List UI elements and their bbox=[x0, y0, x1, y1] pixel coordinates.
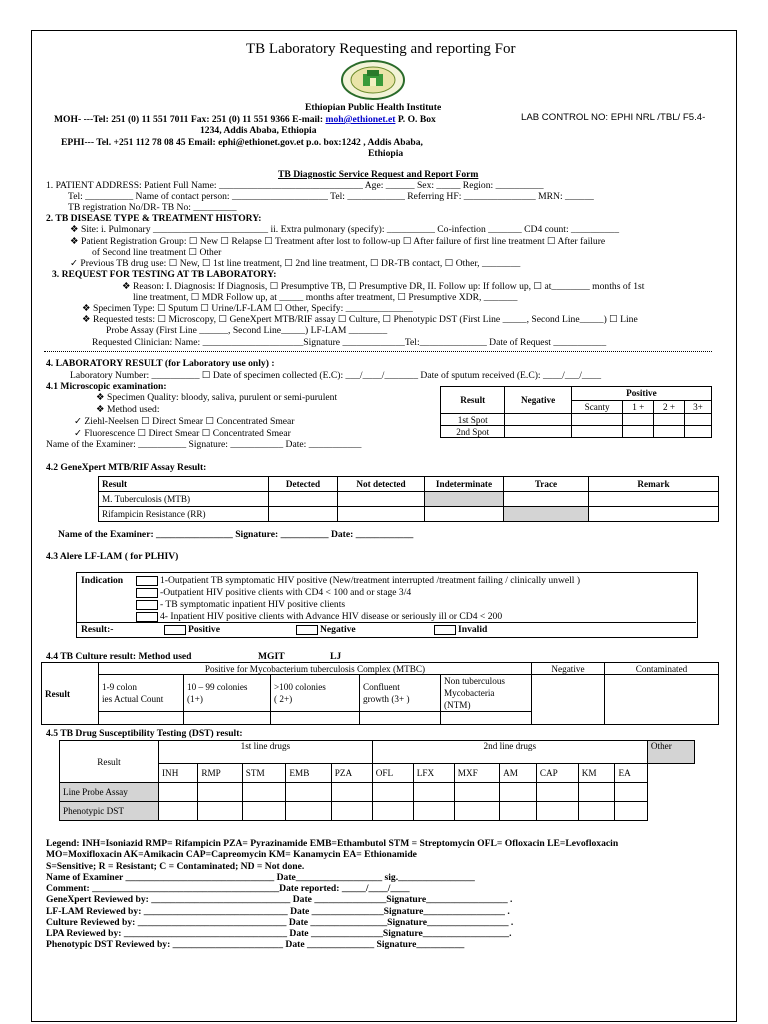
table-cell[interactable] bbox=[159, 783, 198, 802]
gx-header-trace: Trace bbox=[504, 477, 589, 492]
reason-line-cont: line treatment, ☐ MDR Follow up, at _____ months after treatment, ☐ Presumptive XDR, _______ bbox=[133, 292, 518, 303]
genexpert-heading: 4.2 GeneXpert MTB/RIF Assay Result: bbox=[46, 462, 207, 473]
table-cell[interactable] bbox=[413, 802, 454, 821]
table-cell[interactable] bbox=[654, 426, 685, 438]
gx-row-rr: Rifampicin Resistance (RR) bbox=[99, 507, 269, 522]
table-row bbox=[60, 802, 695, 821]
legend-line-3: S=Sensitive; R = Resistant; C = Contaminated; ND = Not done. bbox=[46, 861, 305, 872]
table-cell[interactable] bbox=[589, 492, 719, 507]
micro-2plus-header: 2 + bbox=[654, 400, 685, 414]
lflam-result-label: Result:- bbox=[81, 624, 114, 635]
micro-positive-header: Positive bbox=[571, 387, 711, 401]
indication-3-checkbox[interactable] bbox=[136, 600, 158, 610]
specimen-quality-line: ❖ Specimen Quality: bloody, saliva, purulent or semi-purulent bbox=[96, 392, 338, 403]
dst-row-lpa: Line Probe Assay bbox=[60, 783, 159, 802]
table-cell[interactable] bbox=[441, 712, 532, 725]
colony-count-1: 1-9 colon ies Actual Count bbox=[99, 675, 184, 712]
drug-mxf: MXF bbox=[454, 764, 499, 783]
dst-table bbox=[59, 740, 695, 821]
request-testing-heading: 3. REQUEST FOR TESTING AT TB LABORATORY: bbox=[52, 269, 277, 280]
table-cell[interactable] bbox=[159, 802, 198, 821]
table-cell[interactable] bbox=[615, 783, 647, 802]
table-row bbox=[99, 492, 719, 507]
table-cell bbox=[504, 507, 589, 522]
table-cell[interactable] bbox=[578, 783, 615, 802]
section-divider bbox=[44, 351, 712, 352]
table-cell[interactable] bbox=[536, 783, 578, 802]
disease-history-heading: 2. TB DISEASE TYPE & TREATMENT HISTORY: bbox=[46, 213, 262, 224]
indication-4: 4- Inpatient HIV positive clients with Advance HIV disease or seriously ill or CD4 < 200 bbox=[136, 611, 502, 622]
positive-checkbox[interactable] bbox=[164, 625, 186, 635]
service-form-title: TB Diagnostic Service Request and Report Form bbox=[278, 169, 479, 180]
micro-scanty-header: Scanty bbox=[571, 400, 623, 414]
table-cell[interactable] bbox=[269, 492, 338, 507]
table-cell[interactable] bbox=[532, 675, 605, 725]
table-row bbox=[60, 783, 695, 802]
lab-control-number: LAB CONTROL NO: EPHI NRL /TBL/ F5.4- bbox=[521, 112, 706, 123]
reason-line: ❖ Reason: I. Diagnosis: If Diagnosis, ☐ Presumptive TB, ☐ Presumptive DR, II. Follow up: If follow up, ☐ at________ months of 1st bbox=[122, 281, 645, 292]
table-cell[interactable] bbox=[184, 712, 271, 725]
table-cell[interactable] bbox=[413, 783, 454, 802]
moh-address: 1234, Addis Ababa, Ethiopia bbox=[200, 125, 317, 136]
table-cell[interactable] bbox=[269, 507, 338, 522]
lflam-positive: Positive bbox=[164, 624, 220, 635]
method-lj: LJ bbox=[330, 651, 342, 662]
table-cell[interactable] bbox=[242, 783, 286, 802]
table-cell[interactable] bbox=[605, 675, 719, 725]
requested-tests-cont: Probe Assay (First Line ______, Second Line_____) LF-LAM ________ bbox=[106, 325, 388, 336]
lflam-divider bbox=[76, 622, 696, 623]
invalid-checkbox[interactable] bbox=[434, 625, 456, 635]
method-mgit: MGIT bbox=[258, 651, 285, 662]
drug-cap: CAP bbox=[536, 764, 578, 783]
colony-count-3: >100 colonies ( 2+) bbox=[271, 675, 360, 712]
ephi-contact: EPHI--- Tel. +251 112 78 08 45 Email: ephi@ethionet.gov.et p.o. box:1242 , Addis Ababa, bbox=[61, 137, 423, 148]
lflam-heading: 4.3 Alere LF-LAM ( for PLHIV) bbox=[46, 551, 179, 562]
moh-contact: MOH- ---Tel: 251 (0) 11 551 7011 Fax: 251 (0) 11 551 9366 E-mail: moh@ethionet.et P. O. Box bbox=[54, 114, 436, 125]
gx-header-detected: Detected bbox=[269, 477, 338, 492]
culture-heading: 4.4 TB Culture result: Method used bbox=[46, 651, 192, 662]
table-cell[interactable] bbox=[454, 802, 499, 821]
spot2-label: 2nd Spot bbox=[441, 426, 505, 438]
micro-negative-header: Negative bbox=[505, 387, 571, 414]
drug-ofl: OFL bbox=[372, 764, 413, 783]
table-row bbox=[441, 426, 712, 438]
indication-1: 1-Outpatient TB symptomatic HIV positive (New/treatment interrupted /treatment failing / clinically unwell ) bbox=[136, 575, 580, 586]
table-cell[interactable] bbox=[198, 783, 242, 802]
legend-line-2: MO=Moxifloxacin AK=Amikacin CAP=Capreomycin KM= Kanamycin EA= Ethionamide bbox=[46, 849, 417, 860]
table-cell[interactable] bbox=[331, 802, 372, 821]
table-cell[interactable] bbox=[198, 802, 242, 821]
culture-table bbox=[41, 662, 719, 725]
gx-row-mtb: M. Tuberculosis (MTB) bbox=[99, 492, 269, 507]
lab-result-heading: 4. LABORATORY RESULT (for Laboratory use only) : bbox=[46, 358, 275, 369]
dst-result-header: Result bbox=[60, 741, 159, 783]
negative-checkbox[interactable] bbox=[296, 625, 318, 635]
institute-name: Ethiopian Public Health Institute bbox=[305, 102, 442, 113]
table-cell[interactable] bbox=[623, 414, 654, 426]
drug-ea: EA bbox=[615, 764, 647, 783]
table-cell[interactable] bbox=[242, 802, 286, 821]
table-cell[interactable] bbox=[286, 802, 331, 821]
ntm-header: Non tuberculous Mycobacteria (NTM) bbox=[441, 675, 532, 712]
culture-contaminated-header: Contaminated bbox=[605, 663, 719, 675]
specimen-type-line: ❖ Specimen Type: ☐ Sputum ☐ Urine/LF-LAM ☐ Other, Specify: ______________ bbox=[82, 303, 413, 314]
table-cell[interactable] bbox=[684, 414, 711, 426]
legend-line-1: Legend: INH=Isoniazid RMP= Rifampicin PZA= Pyrazinamide EMB=Ethambutol STM = Streptomycin OFL= Ofloxacin LE=Levofloxacin bbox=[46, 838, 619, 849]
ephi-country: Ethiopia bbox=[368, 148, 404, 159]
indication-3: - TB symptomatic inpatient HIV positive clients bbox=[136, 599, 345, 610]
dst-first-line-header: 1st line drugs bbox=[159, 741, 373, 764]
ziehl-neelsen-line: ✓ Ziehl-Neelsen ☐ Direct Smear ☐ Concentrated Smear bbox=[74, 416, 295, 427]
table-cell[interactable] bbox=[654, 414, 685, 426]
table-cell[interactable] bbox=[500, 783, 537, 802]
moh-email-link[interactable]: moh@ethionet.et bbox=[325, 114, 396, 125]
site-line: ❖ Site: i. Pulmonary ________________________ ii. Extra pulmonary (specify): __________ Co-infection _______ CD4 count: __________ bbox=[70, 224, 619, 235]
previous-drug-use-line: ✓ Previous TB drug use: ☐ New, ☐ 1st line treatment, ☐ 2nd line treatment, ☐ DR-TB contact, ☐ Other, ________ bbox=[70, 258, 521, 269]
micro-3plus-header: 3+ bbox=[684, 400, 711, 414]
table-cell[interactable] bbox=[684, 426, 711, 438]
dst-heading: 4.5 TB Drug Susceptibility Testing (DST) result: bbox=[46, 728, 243, 739]
genexpert-reviewed-line: GeneXpert Reviewed by: _____________________________ Date _______________Signature_________________ . bbox=[46, 894, 513, 905]
registration-group-cont: of Second line treatment ☐ Other bbox=[92, 247, 222, 258]
culture-reviewed-line: Culture Reviewed by: _______________________________ Date ________________Signature_________________ . bbox=[46, 917, 514, 928]
gx-header-indeterminate: Indeterminate bbox=[425, 477, 504, 492]
table-cell[interactable] bbox=[505, 414, 571, 426]
indication-1-checkbox[interactable] bbox=[136, 576, 158, 586]
dst-second-line-header: 2nd line drugs bbox=[372, 741, 647, 764]
requested-tests-line: ❖ Requested tests: ☐ Microscopy, ☐ GeneXpert MTB/RIF assay ☐ Culture, ☐ Phenotypic DST (First Line _____, Second Line_____) ☐ Line bbox=[82, 314, 638, 325]
table-cell[interactable] bbox=[454, 783, 499, 802]
table-cell bbox=[425, 492, 504, 507]
table-cell[interactable] bbox=[536, 802, 578, 821]
table-cell[interactable] bbox=[360, 712, 441, 725]
table-cell[interactable] bbox=[571, 414, 623, 426]
table-row bbox=[441, 414, 712, 426]
drug-am: AM bbox=[500, 764, 537, 783]
table-cell[interactable] bbox=[505, 426, 571, 438]
lpa-reviewed-line: LPA Reviewed by: __________________________________ Date _______________Signature__________________. bbox=[46, 928, 512, 939]
table-cell[interactable] bbox=[271, 712, 360, 725]
gx-header-result: Result bbox=[99, 477, 269, 492]
table-cell[interactable] bbox=[338, 507, 425, 522]
table-cell[interactable] bbox=[615, 802, 647, 821]
table-row bbox=[99, 507, 719, 522]
microscopy-result-table bbox=[440, 386, 712, 438]
colony-count-2: 10 – 99 colonies (1+) bbox=[184, 675, 271, 712]
indication-2: -Outpatient HIV positive clients with CD4 < 100 and or stage 3/4 bbox=[136, 587, 411, 598]
table-cell[interactable] bbox=[623, 426, 654, 438]
drug-pza: PZA bbox=[331, 764, 372, 783]
table-cell[interactable] bbox=[286, 783, 331, 802]
drug-emb: EMB bbox=[286, 764, 331, 783]
contact-line: Tel: __________ Name of contact person: ____________________ Tel: ____________ Referring HF: _______________ MRN: ______ bbox=[68, 191, 594, 202]
comment-line: Comment: _______________________________________Date reported: _____/____/____ bbox=[46, 883, 410, 894]
table-cell[interactable] bbox=[99, 712, 184, 725]
culture-result-label: Result bbox=[42, 663, 99, 725]
dst-row-phenotypic: Phenotypic DST bbox=[60, 802, 159, 821]
drug-inh: INH bbox=[159, 764, 198, 783]
table-cell[interactable] bbox=[500, 802, 537, 821]
indication-4-checkbox[interactable] bbox=[136, 612, 158, 622]
table-cell[interactable] bbox=[589, 507, 719, 522]
patient-address-line: 1. PATIENT ADDRESS: Patient Full Name: ______________________________ Age: ______ Sex: _____ Region: __________ bbox=[46, 180, 544, 191]
drug-stm: STM bbox=[242, 764, 286, 783]
microscopic-heading: 4.1 Microscopic examination: bbox=[46, 381, 167, 392]
lflam-reviewed-line: LF-LAM Reviewed by: ______________________________ Date _______________Signature_________________ . bbox=[46, 906, 510, 917]
micro-examiner-line: Name of the Examiner: __________ Signature: ___________ Date: ___________ bbox=[46, 439, 362, 450]
drug-rmp: RMP bbox=[198, 764, 242, 783]
genexpert-table bbox=[98, 476, 719, 522]
tb-registration-line: TB registration No/DR- TB No: _________ bbox=[68, 202, 237, 213]
mtbc-header: Positive for Mycobacterium tuberculosis Complex (MTBC) bbox=[99, 663, 532, 675]
table-cell[interactable] bbox=[425, 507, 504, 522]
lab-number-line: Laboratory Number: __________ ☐ Date of specimen collected (E.C): ___/____/_______ Date of sputum received (E.C): ____/___/____ bbox=[70, 370, 602, 381]
gx-header-remark: Remark bbox=[589, 477, 719, 492]
culture-negative-header: Negative bbox=[532, 663, 605, 675]
dst-other-header: Other bbox=[647, 741, 694, 764]
table-cell[interactable] bbox=[372, 783, 413, 802]
gx-examiner-line: Name of the Examiner: ________________ Signature: __________ Date: ____________ bbox=[58, 529, 414, 540]
table-cell[interactable] bbox=[504, 492, 589, 507]
gx-header-not-detected: Not detected bbox=[338, 477, 425, 492]
table-cell[interactable] bbox=[372, 802, 413, 821]
fluorescence-line: ✓ Fluorescence ☐ Direct Smear ☐ Concentrated Smear bbox=[74, 428, 291, 439]
indication-2-checkbox[interactable] bbox=[136, 588, 158, 598]
table-cell[interactable] bbox=[578, 802, 615, 821]
drug-lfx: LFX bbox=[413, 764, 454, 783]
drug-km: KM bbox=[578, 764, 615, 783]
table-cell[interactable] bbox=[571, 426, 623, 438]
table-cell[interactable] bbox=[331, 783, 372, 802]
table-cell[interactable] bbox=[338, 492, 425, 507]
registration-group-line: ❖ Patient Registration Group: ☐ New ☐ Relapse ☐ Treatment after lost to follow-up ☐ After failure of first line treatment ☐ After failure bbox=[70, 236, 606, 247]
spot1-label: 1st Spot bbox=[441, 414, 505, 426]
phenotypic-reviewed-line: Phenotypic DST Reviewed by: _______________________ Date ______________ Signature__________ bbox=[46, 939, 465, 950]
lflam-negative: Negative bbox=[296, 624, 356, 635]
requested-clinician-line: Requested Clinician: Name: _____________________Signature _____________Tel:______________ Date of Request ___________ bbox=[92, 337, 607, 348]
lflam-invalid: Invalid bbox=[434, 624, 487, 635]
indication-label: Indication bbox=[81, 575, 124, 586]
method-used-line: ❖ Method used: bbox=[96, 404, 160, 415]
ephi-logo-icon bbox=[340, 60, 406, 100]
form-title: TB Laboratory Requesting and reporting For bbox=[246, 41, 516, 57]
micro-result-header: Result bbox=[441, 387, 505, 414]
colony-count-4: Confluent growth (3+ ) bbox=[360, 675, 441, 712]
micro-1plus-header: 1 + bbox=[623, 400, 654, 414]
examiner-line: Name of Examiner _______________________________ Date__________________ sig.________________ bbox=[46, 872, 475, 883]
